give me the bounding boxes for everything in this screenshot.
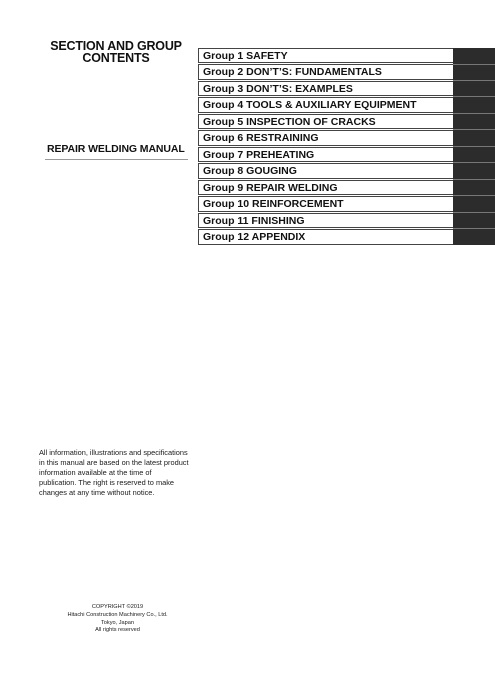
disclaimer-text: All information, illustrations and specifications in this manual are based on the latest product information available at the time of publication. The right is reserved to make changes at any time without notice. (39, 448, 189, 498)
tab-divider (453, 129, 495, 130)
tab-divider (453, 228, 495, 229)
copyright-rights: All rights reserved (95, 627, 140, 634)
manual-name-underline (45, 159, 188, 160)
page-title-line-1: SECTION AND GROUP (50, 39, 182, 53)
group-item-1[interactable]: Group 1 SAFETY (198, 48, 454, 63)
group-item-7[interactable]: Group 7 PREHEATING (198, 147, 454, 163)
page-title-line-2: CONTENTS (82, 51, 150, 65)
group-item-8[interactable]: Group 8 GOUGING (198, 163, 454, 179)
group-list (198, 48, 454, 246)
tab-divider (453, 146, 495, 147)
page-title (30, 40, 202, 64)
group-item-5[interactable]: Group 5 INSPECTION OF CRACKS (198, 114, 454, 130)
group-item-12[interactable]: Group 12 APPENDIX (198, 229, 454, 245)
copyright-block (45, 604, 190, 635)
group-item-2[interactable]: Group 2 DON’T’S: FUNDAMENTALS (198, 64, 454, 80)
tab-divider (453, 113, 495, 114)
tab-divider (453, 80, 495, 81)
tab-divider (453, 64, 495, 65)
tab-divider (453, 96, 495, 97)
copyright-company: Hitachi Construction Machinery Co., Ltd. (67, 611, 168, 618)
tab-divider (453, 179, 495, 180)
group-item-4[interactable]: Group 4 TOOLS & AUXILIARY EQUIPMENT (198, 97, 454, 113)
group-item-6[interactable]: Group 6 RESTRAINING (198, 130, 454, 146)
group-item-10[interactable]: Group 10 REINFORCEMENT (198, 196, 454, 212)
group-item-3[interactable]: Group 3 DON’T’S: EXAMPLES (198, 81, 454, 97)
tab-divider (453, 195, 495, 196)
tab-divider (453, 212, 495, 213)
copyright-location: Tokyo, Japan (101, 619, 134, 626)
tab-divider (453, 162, 495, 163)
group-item-11[interactable]: Group 11 FINISHING (198, 213, 454, 229)
index-tab-strip (453, 48, 495, 245)
group-item-9[interactable]: Group 9 REPAIR WELDING (198, 180, 454, 196)
manual-name: REPAIR WELDING MANUAL (47, 143, 185, 155)
copyright-line: COPYRIGHT ©2019 (91, 604, 144, 610)
